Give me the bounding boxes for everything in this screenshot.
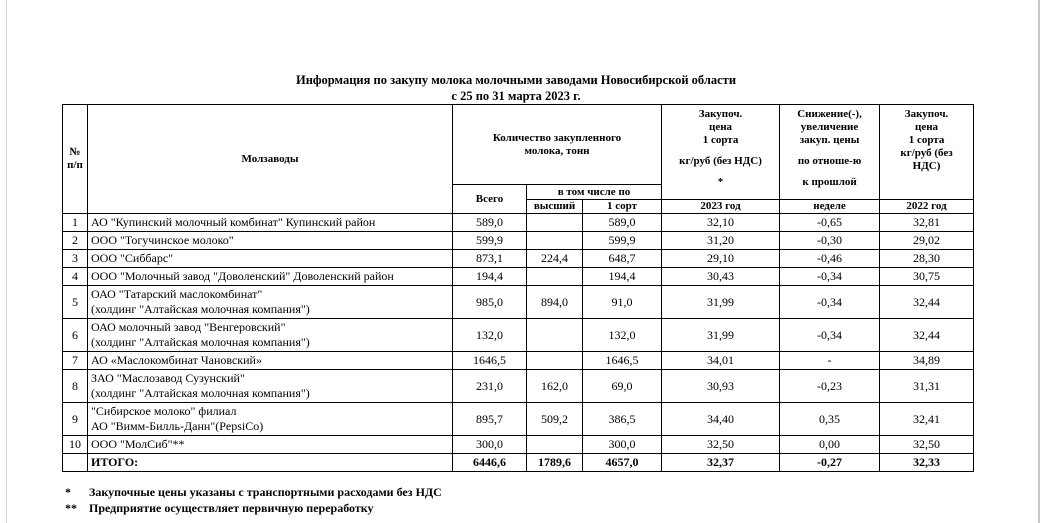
- table-row: [63, 436, 974, 454]
- table-row: [63, 403, 974, 436]
- row-number: 7: [63, 352, 88, 370]
- row-price-2023: 30,43: [662, 268, 780, 286]
- row-highest: 162,0: [527, 370, 583, 403]
- table-row: [63, 352, 974, 370]
- row-first: 648,7: [583, 250, 662, 268]
- row-first: 132,0: [583, 319, 662, 352]
- row-plant-name: [88, 232, 453, 250]
- milk-purchase-table: [62, 104, 974, 472]
- row-total: 1646,5: [453, 352, 527, 370]
- row-highest: [527, 214, 583, 232]
- row-price-2023: 31,99: [662, 319, 780, 352]
- row-number: 2: [63, 232, 88, 250]
- document-title: [0, 72, 1032, 104]
- table-row: [63, 250, 974, 268]
- row-change: -0,46: [780, 250, 880, 268]
- row-highest: 894,0: [527, 286, 583, 319]
- plant-name-line: (холдинг "Алтайская молочная компания"): [91, 302, 310, 316]
- row-total: 132,0: [453, 319, 527, 352]
- row-first: 300,0: [583, 436, 662, 454]
- row-change: -0,30: [780, 232, 880, 250]
- table-row: [63, 268, 974, 286]
- header-week: неделе: [780, 200, 880, 214]
- totals-highest: 1789,6: [527, 454, 583, 472]
- plant-name-line: (холдинг "Алтайская молочная компания"): [91, 335, 310, 349]
- row-highest: [527, 352, 583, 370]
- plant-name-line: АО «Маслокомбинат Чановский»: [91, 353, 262, 367]
- table-row: [63, 232, 974, 250]
- row-number: 3: [63, 250, 88, 268]
- table-row: [63, 319, 974, 352]
- row-plant-name: [88, 286, 453, 319]
- header-including: в том числе по: [527, 185, 662, 200]
- header-year-2022: 2022 год: [880, 200, 974, 214]
- row-change: -0,34: [780, 286, 880, 319]
- row-total: 599,9: [453, 232, 527, 250]
- footnotes: [65, 484, 442, 516]
- row-price-2022: 30,75: [880, 268, 974, 286]
- row-first: 69,0: [583, 370, 662, 403]
- row-price-2023: 30,93: [662, 370, 780, 403]
- plant-name-line: ООО "Тогучинское молоко": [91, 233, 234, 247]
- row-price-2022: 28,30: [880, 250, 974, 268]
- totals-price-2023: 32,37: [662, 454, 780, 472]
- totals-price-2022: 32,33: [880, 454, 974, 472]
- plant-name-line: ОАО "Татарский маслокомбинат": [91, 287, 263, 301]
- header-plants: Молзаводы: [88, 105, 453, 214]
- table-row: [63, 214, 974, 232]
- row-number: 6: [63, 319, 88, 352]
- row-price-2023: 29,10: [662, 250, 780, 268]
- row-highest: 224,4: [527, 250, 583, 268]
- title-line-2: с 25 по 31 марта 2023 г.: [451, 89, 581, 103]
- row-number: 8: [63, 370, 88, 403]
- row-total: 895,7: [453, 403, 527, 436]
- row-price-2023: 32,10: [662, 214, 780, 232]
- table-body: [63, 214, 974, 454]
- row-plant-name: [88, 403, 453, 436]
- header-first-grade: 1 сорт: [583, 200, 662, 214]
- row-highest: 509,2: [527, 403, 583, 436]
- totals-label: ИТОГО:: [88, 454, 453, 472]
- row-price-2022: 34,89: [880, 352, 974, 370]
- row-plant-name: [88, 214, 453, 232]
- row-plant-name: [88, 436, 453, 454]
- footnote-1: [65, 484, 442, 500]
- row-plant-name: [88, 250, 453, 268]
- totals-row: [63, 454, 974, 472]
- row-price-2022: 32,41: [880, 403, 974, 436]
- row-plant-name: [88, 352, 453, 370]
- row-highest: [527, 436, 583, 454]
- footnote-2: [65, 500, 442, 516]
- row-price-2023: 31,20: [662, 232, 780, 250]
- row-total: 873,1: [453, 250, 527, 268]
- header-price-change: Снижение(-), увеличение закуп. цены по отноше-ю к прошлой: [780, 105, 880, 200]
- header-price-2023: Закупоч. цена 1 сорта кг/руб (без НДС) *: [662, 105, 780, 200]
- header-quantity: Количество закупленного молока, тонн: [453, 105, 662, 185]
- plant-name-line: "Сибирское молоко" филиал: [91, 404, 237, 418]
- row-total: 300,0: [453, 436, 527, 454]
- footnote-text: Предприятие осуществляет первичную переработку: [89, 501, 374, 515]
- row-number: 5: [63, 286, 88, 319]
- footnote-text: Закупочные цены указаны с транспортными расходами без НДС: [89, 485, 442, 499]
- table-footer: [63, 454, 974, 472]
- row-plant-name: [88, 268, 453, 286]
- row-price-2022: 32,50: [880, 436, 974, 454]
- plant-name-line: АО "Вимм-Билль-Данн"(PepsiCo): [91, 419, 264, 433]
- row-price-2022: 32,44: [880, 286, 974, 319]
- row-price-2022: 32,81: [880, 214, 974, 232]
- totals-change: -0,27: [780, 454, 880, 472]
- header-year-2023: 2023 год: [662, 200, 780, 214]
- row-change: -: [780, 352, 880, 370]
- row-first: 194,4: [583, 268, 662, 286]
- row-number: 10: [63, 436, 88, 454]
- footnote-mark: **: [65, 501, 77, 515]
- footnote-mark: *: [65, 485, 71, 499]
- row-highest: [527, 232, 583, 250]
- row-first: 599,9: [583, 232, 662, 250]
- row-first: 1646,5: [583, 352, 662, 370]
- header-total: Всего: [453, 185, 527, 214]
- row-total: 589,0: [453, 214, 527, 232]
- row-change: -0,23: [780, 370, 880, 403]
- row-first: 589,0: [583, 214, 662, 232]
- row-number: 1: [63, 214, 88, 232]
- plant-name-line: (холдинг "Алтайская молочная компания"): [91, 386, 310, 400]
- table-row: [63, 370, 974, 403]
- row-change: 0,00: [780, 436, 880, 454]
- row-total: 194,4: [453, 268, 527, 286]
- row-price-2023: 32,50: [662, 436, 780, 454]
- row-price-2023: 34,01: [662, 352, 780, 370]
- row-highest: [527, 268, 583, 286]
- plant-name-line: ЗАО "Маслозавод Сузунский": [91, 371, 245, 385]
- row-price-2022: 31,31: [880, 370, 974, 403]
- row-change: -0,65: [780, 214, 880, 232]
- header-highest-grade: высший: [527, 200, 583, 214]
- row-price-2022: 32,44: [880, 319, 974, 352]
- row-first: 91,0: [583, 286, 662, 319]
- row-change: -0,34: [780, 268, 880, 286]
- row-price-2023: 34,40: [662, 403, 780, 436]
- title-line-1: Информация по закупу молока молочными заводами Новосибирской области: [295, 73, 737, 87]
- plant-name-line: ООО "МолСиб"**: [91, 437, 185, 451]
- row-change: 0,35: [780, 403, 880, 436]
- row-highest: [527, 319, 583, 352]
- plant-name-line: ООО "Сиббарс": [91, 251, 174, 265]
- row-change: -0,34: [780, 319, 880, 352]
- row-number: 9: [63, 403, 88, 436]
- row-price-2022: 29,02: [880, 232, 974, 250]
- totals-total: 6446,6: [453, 454, 527, 472]
- header-price-2022: Закупоч. цена 1 сорта кг/руб (без НДС): [880, 105, 974, 200]
- header-row-number: № п/п: [63, 105, 88, 214]
- plant-name-line: АО "Купинский молочный комбинат" Купинский район: [91, 215, 376, 229]
- row-first: 386,5: [583, 403, 662, 436]
- row-total: 231,0: [453, 370, 527, 403]
- row-plant-name: [88, 319, 453, 352]
- row-number: 4: [63, 268, 88, 286]
- table-header: [63, 105, 974, 214]
- plant-name-line: ОАО молочный завод "Венгеровский": [91, 320, 286, 334]
- row-total: 985,0: [453, 286, 527, 319]
- row-plant-name: [88, 370, 453, 403]
- row-price-2023: 31,99: [662, 286, 780, 319]
- table-row: [63, 286, 974, 319]
- plant-name-line: ООО "Молочный завод "Доволенский" Доволенский район: [91, 269, 394, 283]
- totals-first: 4657,0: [583, 454, 662, 472]
